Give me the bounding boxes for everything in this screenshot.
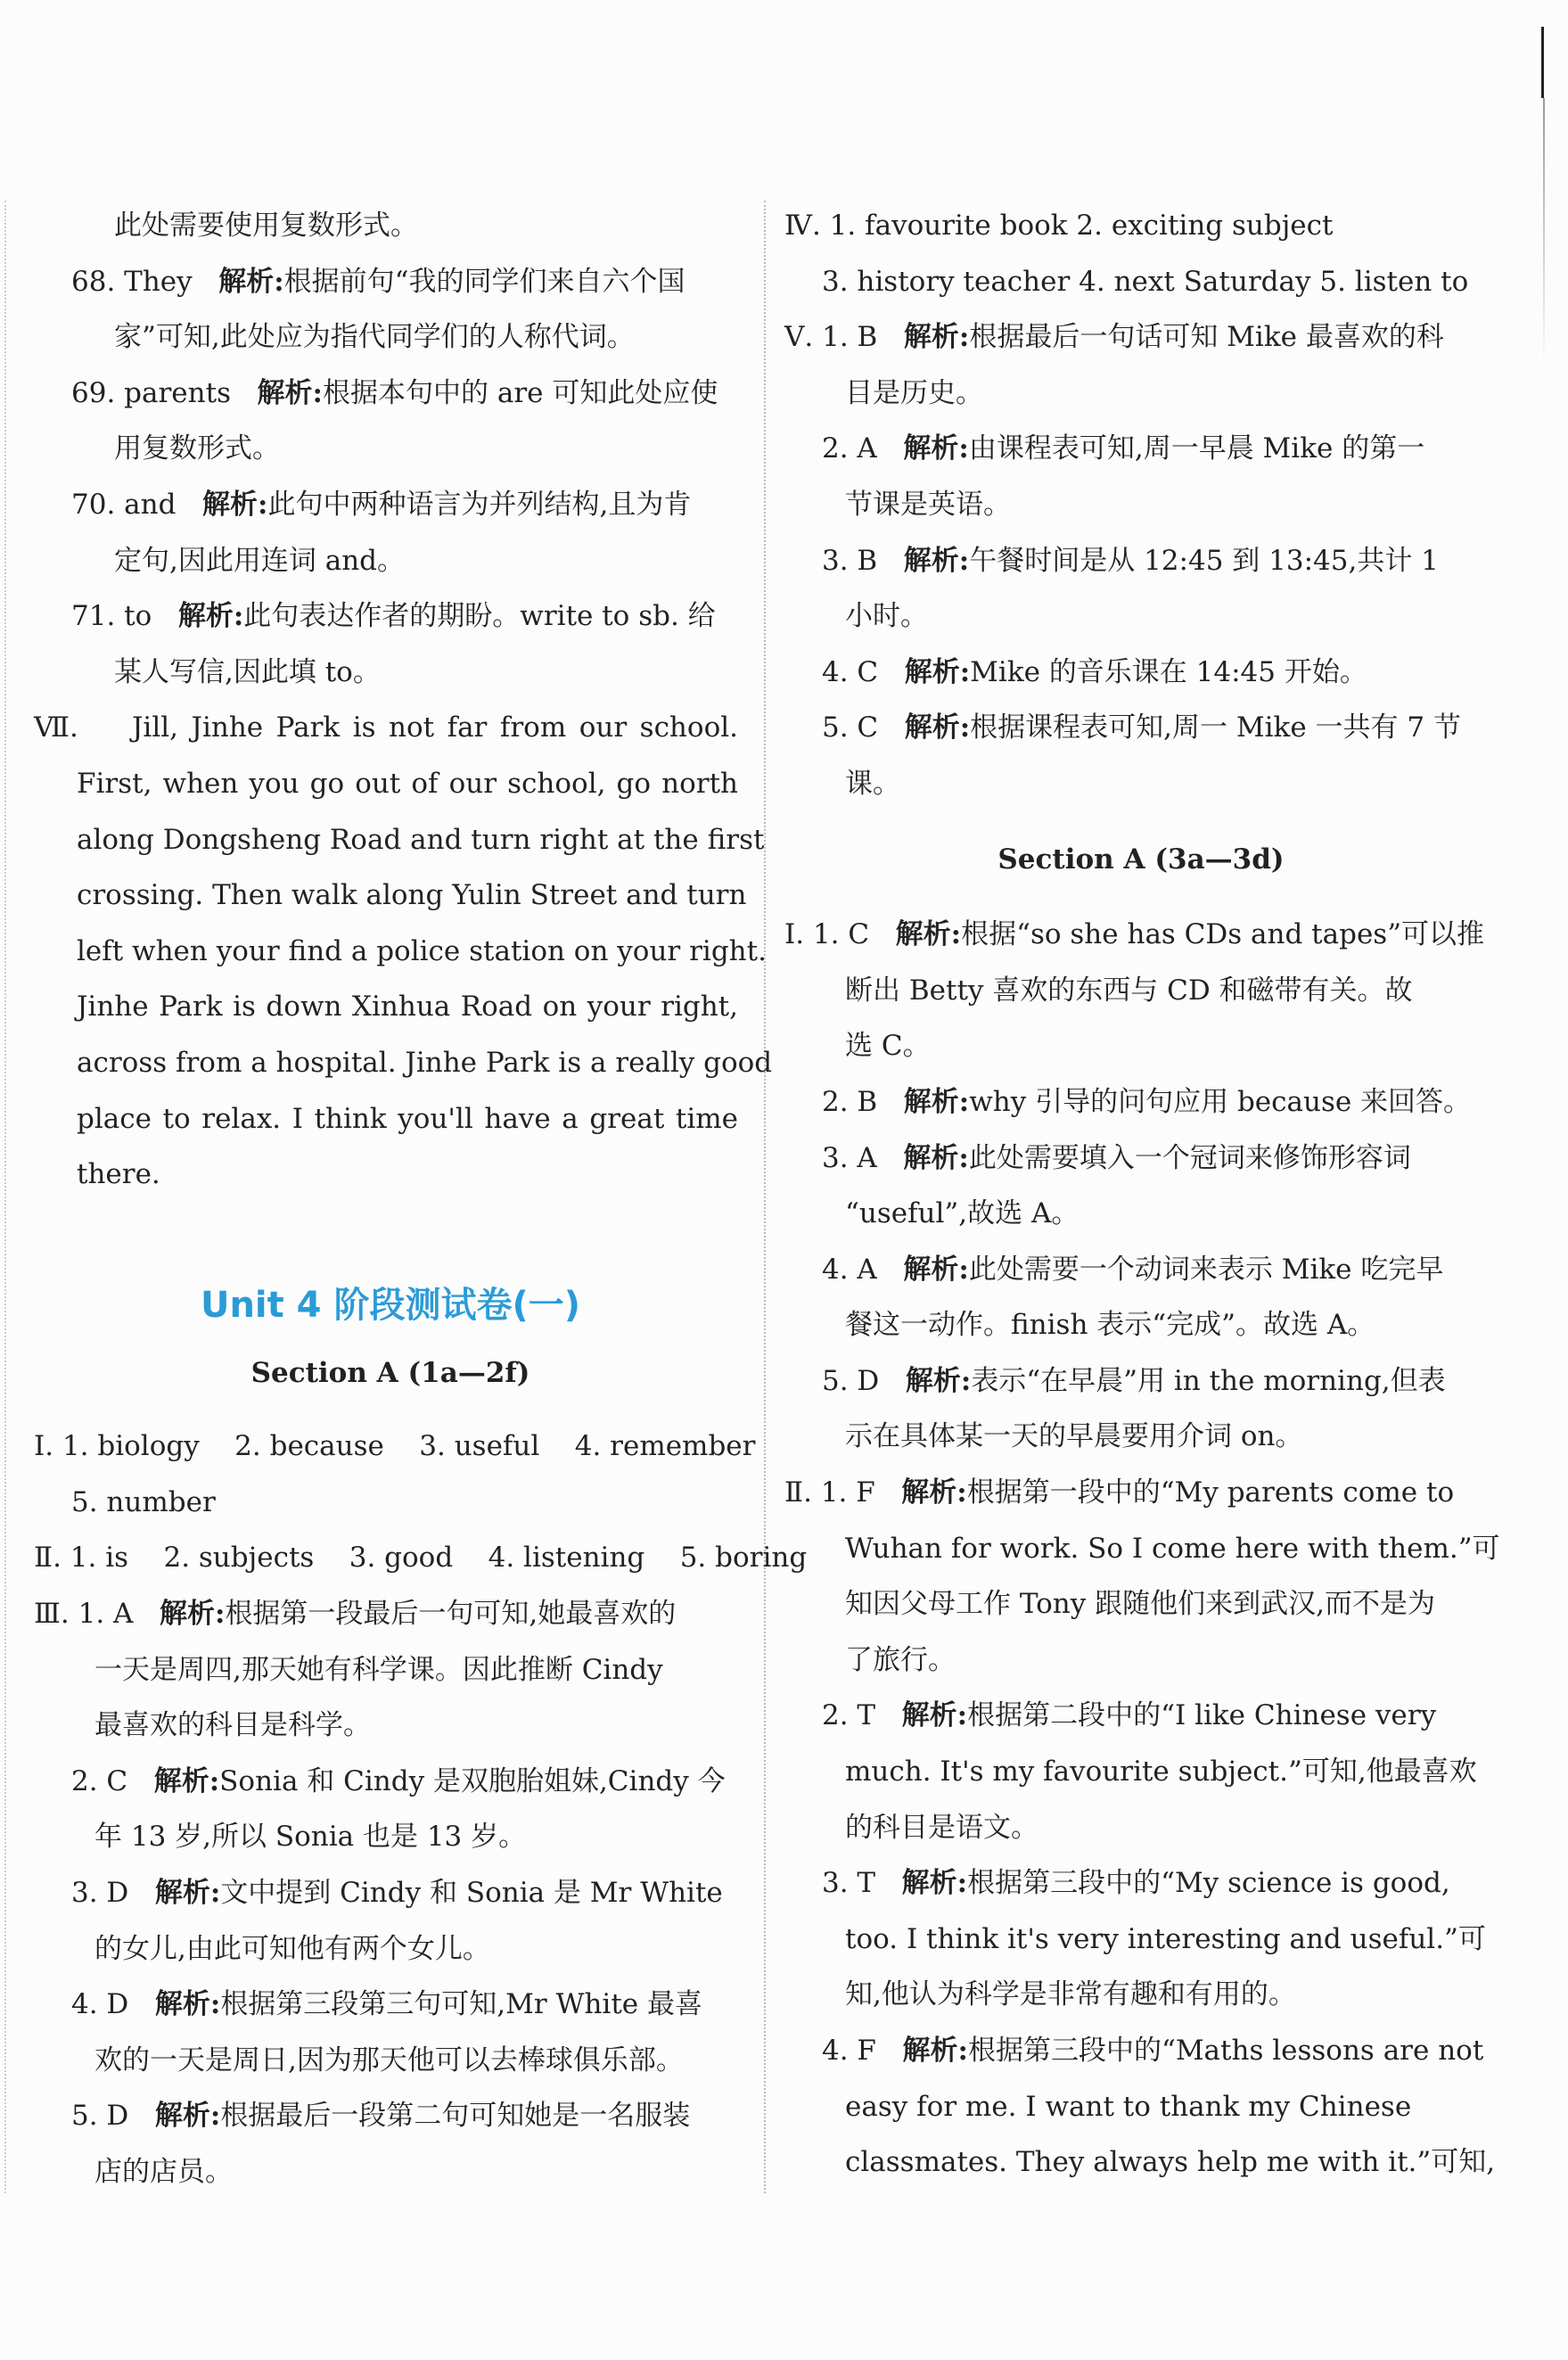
analysis-continuation: 的女儿,由此可知他有两个女儿。 — [94, 1932, 490, 1965]
section-3-question-group-2 — [784, 1465, 1498, 2191]
column-divider — [764, 201, 766, 2193]
section-number: Ⅶ. — [34, 711, 78, 744]
analysis-label: 解析: — [901, 1867, 968, 1900]
analysis-continuation: 最喜欢的科目是科学。 — [94, 1709, 371, 1742]
answer-key: Ⅰ. 1. biology — [34, 1430, 200, 1463]
analysis-label: 解析: — [904, 655, 971, 688]
text-line: 家”可知,此处应为指代同学们的人称代词。 — [114, 321, 635, 354]
analysis-text: 此句中两种语言为并列结构,且为肯 — [267, 488, 692, 521]
answer-item — [34, 1586, 747, 1642]
answer-item — [784, 1131, 1498, 1187]
question-group-1 — [34, 1418, 756, 1475]
analysis-continuation: 节课是英语。 — [845, 488, 1011, 521]
analysis-text: 此处需要填入一个冠词来修饰形容词 — [968, 1141, 1411, 1174]
essay-line: crossing. Then walk along Yulin Street and turn — [77, 879, 747, 912]
analysis-continuation: 了旅行。 — [845, 1643, 956, 1676]
answer-item — [784, 533, 1498, 589]
analysis-text: 根据课程表可知,周一 Mike 一共有 7 节 — [970, 711, 1461, 744]
answer-key: 4. D — [71, 1988, 129, 2021]
analysis-text: 根据第二段中的“I like Chinese very — [967, 1699, 1437, 1732]
analysis-label: 解析: — [177, 600, 244, 633]
text-line: 某人写信,因此填 to。 — [114, 655, 381, 688]
answer-key: 2. C — [71, 1764, 128, 1797]
analysis-text: 文中提到 Cindy 和 Sonia 是 Mr White — [220, 1877, 723, 1910]
essay-line: place to relax. I think you'll have a great time — [77, 1102, 738, 1135]
analysis-continuation: too. I think it's very interesting and useful.”可 — [845, 1922, 1486, 1955]
left-margin-dotted-line — [4, 201, 6, 2193]
answer-item — [784, 2023, 1498, 2079]
analysis-text: 根据本句中的 are 可知此处应使 — [323, 376, 718, 409]
answer-key: Ⅱ. 1. is — [34, 1542, 129, 1575]
analysis-label: 解析: — [257, 376, 323, 409]
answer-key: Ⅱ. 1. F — [784, 1476, 875, 1509]
answer-item — [784, 645, 1498, 701]
analysis-continuation: 餐这一动作。finish 表示“完成”。故选 A。 — [845, 1309, 1375, 1342]
analysis-label: 解析: — [905, 1364, 972, 1397]
answer-line: 3. history teacher 4. next Saturday 5. listen to — [822, 265, 1469, 298]
analysis-continuation: easy for me. I want to thank my Chinese — [845, 2090, 1412, 2123]
answer-item — [784, 421, 1498, 477]
analysis-continuation: 选 C。 — [845, 1030, 931, 1063]
essay-line: First, when you go out of our school, go north — [77, 767, 738, 800]
answer-item — [784, 1074, 1498, 1131]
analysis-text: Mike 的音乐课在 14:45 开始。 — [970, 655, 1367, 688]
analysis-label: 解析: — [154, 2100, 221, 2133]
unit-title: Unit 4 阶段测试卷(一) — [200, 1284, 581, 1326]
essay-text: Jill, Jinhe Park is not far from our school. — [132, 711, 738, 744]
answer-key: 2. because — [234, 1430, 384, 1463]
essay-line: there. — [77, 1158, 160, 1191]
answer-line: Ⅳ. 1. favourite book 2. exciting subject — [784, 210, 1334, 242]
answer-key: 3. A — [822, 1141, 877, 1174]
question-group-3 — [34, 1586, 747, 2200]
answer-key: Ⅴ. 1. B — [784, 321, 878, 354]
answer-key: 4. listening — [488, 1542, 645, 1575]
answer-item — [784, 309, 1498, 366]
essay-line — [34, 700, 747, 756]
answer-key: 3. T — [822, 1867, 876, 1900]
page-edge-shadow — [1543, 98, 1545, 366]
analysis-text: 根据前句“我的同学们来自六个国 — [283, 265, 685, 298]
answer-key: 3. D — [71, 1877, 129, 1910]
analysis-label: 解析: — [902, 2035, 968, 2067]
analysis-continuation: 课。 — [845, 767, 900, 800]
analysis-label: 解析: — [903, 1085, 970, 1118]
question-group-2 — [34, 1530, 808, 1586]
analysis-continuation: 知因父母工作 Tony 跟随他们来到武汉,而不是为 — [845, 1588, 1435, 1621]
answer-item — [34, 1754, 747, 1810]
analysis-text: 根据第三段中的“My science is good, — [967, 1867, 1450, 1900]
text-line: 用复数形式。 — [114, 432, 280, 465]
answer-key: 4. remember — [574, 1430, 756, 1463]
answer-item — [784, 1242, 1498, 1298]
analysis-label: 解析: — [895, 918, 962, 951]
essay-line: across from a hospital. Jinhe Park is a really good — [77, 1046, 773, 1079]
answer-key: 69. parents — [71, 376, 231, 409]
analysis-label: 解析: — [153, 1764, 220, 1797]
analysis-text: 此处需要一个动词来表示 Mike 吃完早 — [968, 1253, 1444, 1286]
answer-key: 5. C — [822, 711, 879, 744]
analysis-label: 解析: — [154, 1877, 221, 1910]
answer-68 — [34, 254, 747, 310]
analysis-label: 解析: — [903, 321, 970, 354]
answer-key: 3. good — [349, 1542, 454, 1575]
analysis-continuation: 一天是周四,那天她有科学课。因此推断 Cindy — [94, 1653, 663, 1686]
essay-line: Jinhe Park is down Xinhua Road on your right, — [77, 991, 738, 1024]
section-title: Section A (3a—3d) — [997, 843, 1285, 876]
answer-key: 5. number — [71, 1485, 216, 1518]
analysis-label: 解析: — [202, 488, 268, 521]
analysis-label: 解析: — [901, 1699, 968, 1732]
analysis-text: Sonia 和 Cindy 是双胞胎姐妹,Cindy 今 — [219, 1764, 726, 1797]
answer-key: 4. F — [822, 2035, 876, 2067]
answer-key: 2. A — [822, 432, 877, 465]
analysis-continuation: Wuhan for work. So I come here with them.”可 — [845, 1532, 1500, 1565]
answer-key: 2. T — [822, 1699, 876, 1732]
analysis-label: 解析: — [903, 432, 969, 465]
analysis-label: 解析: — [904, 711, 971, 744]
text-line: 定句,因此用连词 and。 — [114, 544, 405, 577]
analysis-label: 解析: — [903, 1253, 969, 1286]
answer-key: 2. subjects — [163, 1542, 315, 1575]
answer-key: 3. useful — [419, 1430, 540, 1463]
analysis-label: 解析: — [159, 1598, 226, 1631]
answer-item — [784, 700, 1498, 756]
answer-key: 5. D — [822, 1364, 880, 1397]
answer-69 — [34, 366, 747, 422]
answer-key: 70. and — [71, 488, 177, 521]
right-column — [784, 198, 1498, 2191]
analysis-continuation: 小时。 — [845, 600, 928, 633]
answer-key: 71. to — [71, 600, 152, 633]
answer-key: 4. A — [822, 1253, 877, 1286]
analysis-continuation: 的科目是语文。 — [845, 1811, 1038, 1844]
analysis-continuation: 示在具体某一天的早晨要用介词 on。 — [845, 1420, 1303, 1453]
analysis-text: 根据第三段第三句可知,Mr White 最喜 — [220, 1988, 702, 2021]
analysis-text: why 引导的问句应用 because 来回答。 — [969, 1085, 1472, 1118]
essay-line: along Dongsheng Road and turn right at the first — [77, 823, 765, 856]
analysis-text: 此句表达作者的期盼。write to sb. 给 — [243, 600, 716, 633]
analysis-continuation: 目是历史。 — [845, 376, 983, 409]
answer-item — [784, 1353, 1498, 1410]
analysis-continuation: classmates. They always help me with it.”可知, — [845, 2146, 1496, 2179]
analysis-continuation: 断出 Betty 喜欢的东西与 CD 和磁带有关。故 — [845, 974, 1413, 1007]
section-title: Section A (1a—2f) — [250, 1356, 530, 1389]
question-group-5 — [784, 309, 1498, 811]
answer-item — [784, 1688, 1498, 1744]
analysis-text: 表示“在早晨”用 in the morning,但表 — [971, 1364, 1446, 1397]
section-3-question-group-1 — [784, 907, 1498, 1465]
answer-item — [784, 1465, 1498, 1521]
answer-key: 2. B — [822, 1085, 878, 1118]
analysis-text: 根据第三段中的“Maths lessons are not — [967, 2035, 1484, 2067]
answer-item — [34, 1865, 747, 1921]
analysis-text: 根据第一段中的“My parents come to — [966, 1476, 1455, 1509]
analysis-continuation: 店的店员。 — [94, 2156, 233, 2188]
answer-item — [784, 1855, 1498, 1912]
answer-item — [34, 2088, 747, 2144]
analysis-text: 根据最后一句话可知 Mike 最喜欢的科 — [969, 321, 1444, 354]
answer-key: 5. D — [71, 2100, 129, 2133]
answer-key: 68. They — [71, 265, 193, 298]
analysis-label: 解析: — [154, 1988, 221, 2021]
analysis-continuation: “useful”,故选 A。 — [845, 1197, 1080, 1230]
analysis-text: 根据第一段最后一句可知,她最喜欢的 — [225, 1598, 677, 1631]
text-line: 此处需要使用复数形式。 — [114, 210, 418, 242]
analysis-continuation: 欢的一天是周日,因为那天他可以去棒球俱乐部。 — [94, 2043, 684, 2076]
answer-item — [784, 907, 1498, 963]
analysis-label: 解析: — [218, 265, 284, 298]
analysis-label: 解析: — [903, 544, 970, 577]
answer-key: Ⅰ. 1. C — [784, 918, 870, 951]
answer-71 — [34, 588, 747, 645]
analysis-label: 解析: — [903, 1141, 969, 1174]
page-edge-mark — [1541, 27, 1544, 98]
analysis-continuation: 年 13 岁,所以 Sonia 也是 13 岁。 — [94, 1821, 527, 1854]
answer-key: 3. B — [822, 544, 878, 577]
answer-key: 4. C — [822, 655, 879, 688]
analysis-label: 解析: — [901, 1476, 967, 1509]
answer-70 — [34, 477, 747, 533]
analysis-continuation: much. It's my favourite subject.”可知,他最喜欢 — [845, 1756, 1477, 1789]
analysis-text: 根据“so she has CDs and tapes”可以推 — [961, 918, 1485, 951]
analysis-text: 午餐时间是从 12:45 到 13:45,共计 1 — [969, 544, 1439, 577]
answer-item — [34, 1977, 747, 2033]
answer-key: 5. boring — [679, 1542, 808, 1575]
essay-line: left when your find a police station on your right. — [77, 934, 767, 967]
analysis-text: 由课程表可知,周一早晨 Mike 的第一 — [968, 432, 1425, 465]
left-column — [34, 198, 808, 2200]
answer-key: Ⅲ. 1. A — [34, 1598, 134, 1631]
analysis-continuation: 知,他认为科学是非常有趣和有用的。 — [845, 1978, 1296, 2011]
analysis-text: 根据最后一段第二句可知她是一名服装 — [220, 2100, 691, 2133]
